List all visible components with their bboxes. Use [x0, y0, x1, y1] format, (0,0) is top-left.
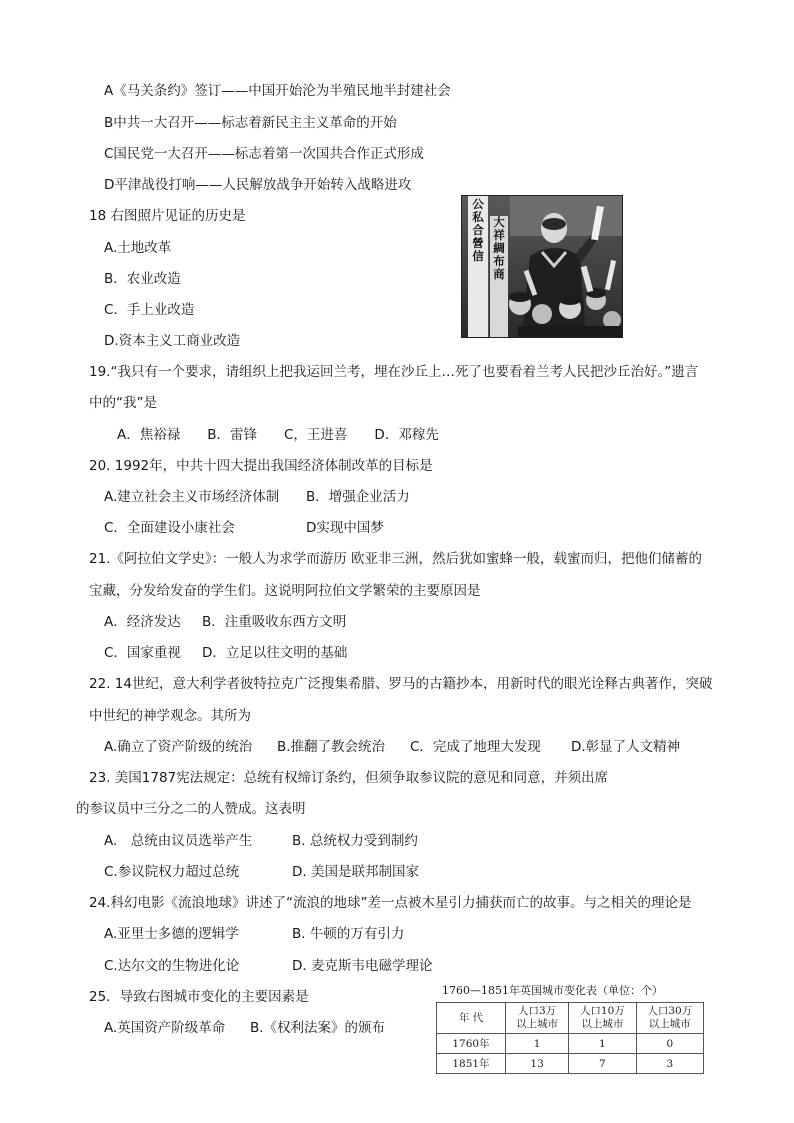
cell-year: 1760年: [437, 1034, 506, 1054]
q21-stem-line1: 21.《阿拉伯文学史》：一般人为求学而游历 欧亚非三洲，然后犹如蜜蜂一般，载蜜而归，把他们储蓄的: [89, 551, 703, 567]
photo-sign-left: [468, 196, 489, 338]
q24-option-d: D. 麦克斯韦电磁学理论: [292, 958, 433, 974]
sign-char: 營: [472, 236, 484, 250]
q22-option-b: B.推翻了教会统治: [277, 739, 386, 755]
q21-option-c: C．国家重视: [104, 645, 181, 661]
q18-option-d: D.资本主义工商业改造: [104, 333, 241, 349]
q17-option-d: D平津战役打响——人民解放战争开始转入战略进攻: [104, 177, 412, 193]
cell-value: 7: [569, 1054, 636, 1074]
q24-option-b: B. 牛顿的万有引力: [292, 926, 405, 942]
q17-option-c: C国民党一大召开——标志着第一次国共合作正式形成: [104, 146, 424, 162]
q23-stem-line1: 23. 美国1787宪法规定：总统有权缔订条约，但须争取参议院的意见和同意，并须出席: [89, 770, 609, 786]
q20-option-d: D实现中国梦: [306, 520, 384, 536]
header-30wan: [636, 1003, 703, 1034]
q22-option-c: C．完成了地理大发现: [410, 739, 541, 755]
sign-char: 合: [472, 223, 484, 237]
header-line: 以上城市: [581, 1018, 624, 1030]
q24-option-c: C.达尔文的生物进化论: [104, 958, 240, 974]
q21-option-d: D．立足以往文明的基础: [202, 645, 348, 661]
city-table: [436, 1002, 704, 1074]
header-line: 人口3万: [517, 1005, 557, 1017]
table-row: [437, 1054, 704, 1074]
sign-char: 大: [493, 215, 505, 229]
table-row: [437, 1034, 704, 1054]
q17-option-a: A《马关条约》签订——中国开始沦为半殖民地半封建社会: [104, 83, 451, 99]
header-line: 人口30万: [647, 1005, 693, 1017]
header-10wan: [569, 1003, 636, 1034]
q25-option-b: B.《权利法案》的颁布: [250, 1020, 386, 1036]
q22-option-a: A.确立了资产阶级的统治: [104, 739, 253, 755]
cell-year: 1851年: [437, 1054, 506, 1074]
photo-sign-right: [490, 216, 508, 337]
q23-option-b: B. 总统权力受到制约: [292, 833, 418, 849]
q18-option-a: A.土地改革: [104, 240, 172, 256]
q22-option-d: D.彰显了人文精神: [571, 739, 681, 755]
q20-stem: 20. 1992年，中共十四大提出我国经济体制改革的目标是: [89, 458, 433, 474]
sign-char: 布: [493, 254, 505, 268]
header-3wan: [506, 1003, 569, 1034]
q22-stem-line1: 22. 14世纪，意大利学者彼特拉克广泛搜集希腊、罗马的古籍抄本，用新时代的眼光诠释古典著作，突破: [89, 676, 713, 692]
city-table-title: 1760—1851年英国城市变化表（单位：个）: [442, 984, 663, 997]
header-line: 以上城市: [516, 1018, 559, 1030]
cell-value: 1: [569, 1034, 636, 1054]
sign-char: 綢: [493, 241, 505, 255]
header-line: 以上城市: [648, 1018, 691, 1030]
q20-option-a: A.建立社会主义市场经济体制: [104, 489, 280, 505]
q25-stem: 25．导致右图城市变化的主要因素是: [89, 989, 309, 1005]
q23-stem-line2: 的参议员中三分之二的人赞成。这表明: [76, 801, 306, 817]
q21-option-b: B．注重吸收东西方文明: [202, 614, 347, 630]
q19-options: A．焦裕禄 B．雷锋 C，王进喜 D．邓稼先: [117, 427, 439, 443]
cell-value: 1: [506, 1034, 569, 1054]
q25-option-a: A.英国资产阶级革命: [104, 1020, 226, 1036]
q23-option-c: C.参议院权力超过总统: [104, 864, 240, 880]
q21-stem-line2: 宝藏，分发给发奋的学生们。这说明阿拉伯文学繁荣的主要原因是: [89, 583, 481, 599]
q20-option-b: B．增强企业活力: [306, 489, 410, 505]
cell-value: 13: [506, 1054, 569, 1074]
header-line: 人口10万: [579, 1005, 625, 1017]
q24-option-a: A.亚里士多德的逻辑学: [104, 926, 239, 942]
q23-option-d: D. 美国是联邦制国家: [292, 864, 419, 880]
q19-stem-line2: 中的“我”是: [89, 395, 157, 411]
q22-stem-line2: 中世纪的神学观念。其所为: [89, 708, 251, 724]
q18-option-c: C．手上业改造: [104, 302, 195, 318]
sign-char: 公: [472, 197, 484, 211]
cell-value: 3: [636, 1054, 703, 1074]
q18-option-b: B．农业改造: [104, 271, 181, 287]
sign-char: 私: [472, 210, 484, 224]
q19-stem-line1: 19.“我只有一个要求，请组织上把我运回兰考，埋在沙丘上…死了也要看着兰考人民把沙丘治好。”遗言: [89, 364, 699, 380]
table-header-row: [437, 1003, 704, 1034]
q24-stem: 24.科幻电影《流浪地球》讲述了“流浪的地球”差一点被木星引力捕获而亡的故事。与之相关的理论是: [89, 895, 692, 911]
q18-stem: 18 右图照片见证的历史是: [89, 208, 246, 224]
q21-option-a: A．经济发达: [104, 614, 181, 630]
q23-option-a: A. 总统由议员选举产生: [104, 833, 253, 849]
cell-value: 0: [636, 1034, 703, 1054]
q18-historical-photo: [461, 195, 623, 338]
header-year: 年 代: [437, 1003, 506, 1034]
q17-option-b: B中共一大召开——标志着新民主主义革命的开始: [104, 115, 397, 131]
q20-option-c: C．全面建设小康社会: [104, 520, 235, 536]
sign-char: 祥: [493, 228, 505, 242]
sign-char: 商: [493, 267, 505, 281]
sign-char: 信: [472, 249, 484, 263]
